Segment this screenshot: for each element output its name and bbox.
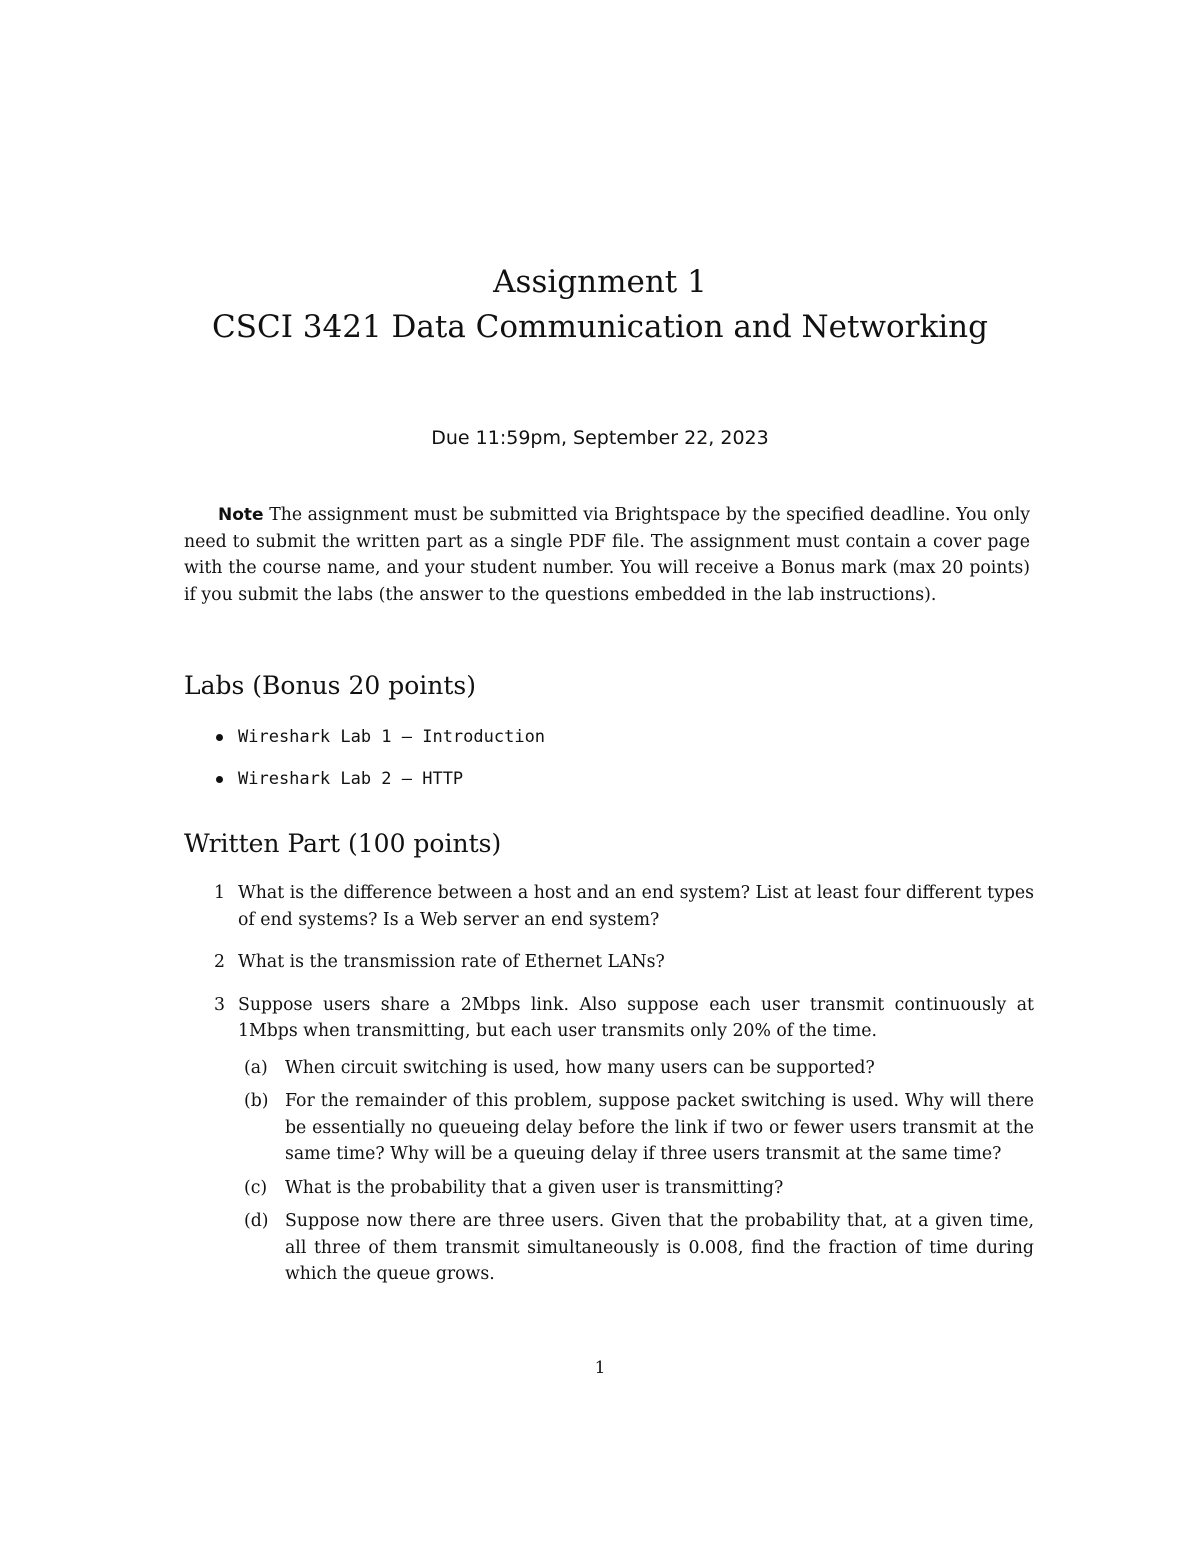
sub-question-item bbox=[238, 1175, 1034, 1202]
lab-item-text: Wireshark Lab 1 — Introduction bbox=[238, 727, 546, 747]
question-text: What is the transmission rate of Ethernet LANs? bbox=[238, 952, 665, 972]
sub-question-item bbox=[238, 1208, 1034, 1288]
question-item bbox=[214, 880, 1034, 933]
course-title: CSCI 3421 Data Communication and Networking bbox=[212, 309, 988, 345]
question-number: 3 bbox=[214, 994, 225, 1015]
bullet-icon bbox=[216, 734, 223, 741]
question-text: What is the difference between a host and an end system? List at least four different types of end systems? Is a Web server an end system? bbox=[238, 883, 1034, 930]
lab-item-text: Wireshark Lab 2 — HTTP bbox=[238, 769, 464, 789]
question-text: Suppose users share a 2Mbps link. Also suppose each user transmit continuously at 1Mbps when transmitting, but each user transmits only 20% of the time. bbox=[238, 994, 1034, 1041]
page-number: 1 bbox=[594, 1358, 606, 1378]
sub-question-label: (c) bbox=[244, 1177, 268, 1198]
sub-question-label: (a) bbox=[244, 1057, 268, 1078]
sub-questions-list bbox=[238, 1055, 1034, 1288]
sub-question-label: (b) bbox=[244, 1091, 269, 1111]
lab-item bbox=[214, 766, 1034, 792]
bullet-icon bbox=[216, 776, 223, 783]
labs-heading: Labs (Bonus 20 points) bbox=[184, 671, 476, 700]
question-item bbox=[214, 949, 1034, 976]
lab-item bbox=[214, 724, 1034, 750]
sub-question-text: When circuit switching is used, how many users can be supported? bbox=[285, 1057, 875, 1078]
note-text: The assignment must be submitted via Brightspace by the specified deadline. You only need to submit the written part as a single PDF file. The assignment must contain a cover page with the course name, and your student number. You will receive a Bonus mark (max 20 points) if you submit the labs (the answer to the questions embedded in the lab instructions). bbox=[184, 505, 1030, 605]
question-item bbox=[214, 992, 1034, 1288]
sub-question-text: Suppose now there are three users. Given that the probability that, at a given time, all three of them transmit simultaneously is 0.008, find the fraction of time during which the queue grows. bbox=[285, 1211, 1034, 1284]
written-heading: Written Part (100 points) bbox=[184, 829, 502, 858]
due-date: Due 11:59pm, September 22, 2023 bbox=[431, 427, 769, 449]
sub-question-item bbox=[238, 1055, 1034, 1082]
sub-question-text: What is the probability that a given user is transmitting? bbox=[285, 1177, 784, 1198]
note-label: Note bbox=[218, 505, 264, 525]
submission-note bbox=[184, 502, 1030, 608]
questions-list bbox=[214, 880, 1034, 1304]
labs-list bbox=[214, 724, 1034, 808]
question-number: 1 bbox=[214, 883, 225, 903]
sub-question-label: (d) bbox=[244, 1211, 269, 1231]
sub-question-item bbox=[238, 1088, 1034, 1168]
sub-question-text: For the remainder of this problem, suppose packet switching is used. Why will there be essentially no queueing delay before the link if two or fewer users transmit at the same time? Why will be a queuing delay if three users transmit at the same time? bbox=[285, 1091, 1034, 1164]
question-number: 2 bbox=[214, 952, 225, 972]
assignment-title: Assignment 1 bbox=[493, 264, 707, 300]
